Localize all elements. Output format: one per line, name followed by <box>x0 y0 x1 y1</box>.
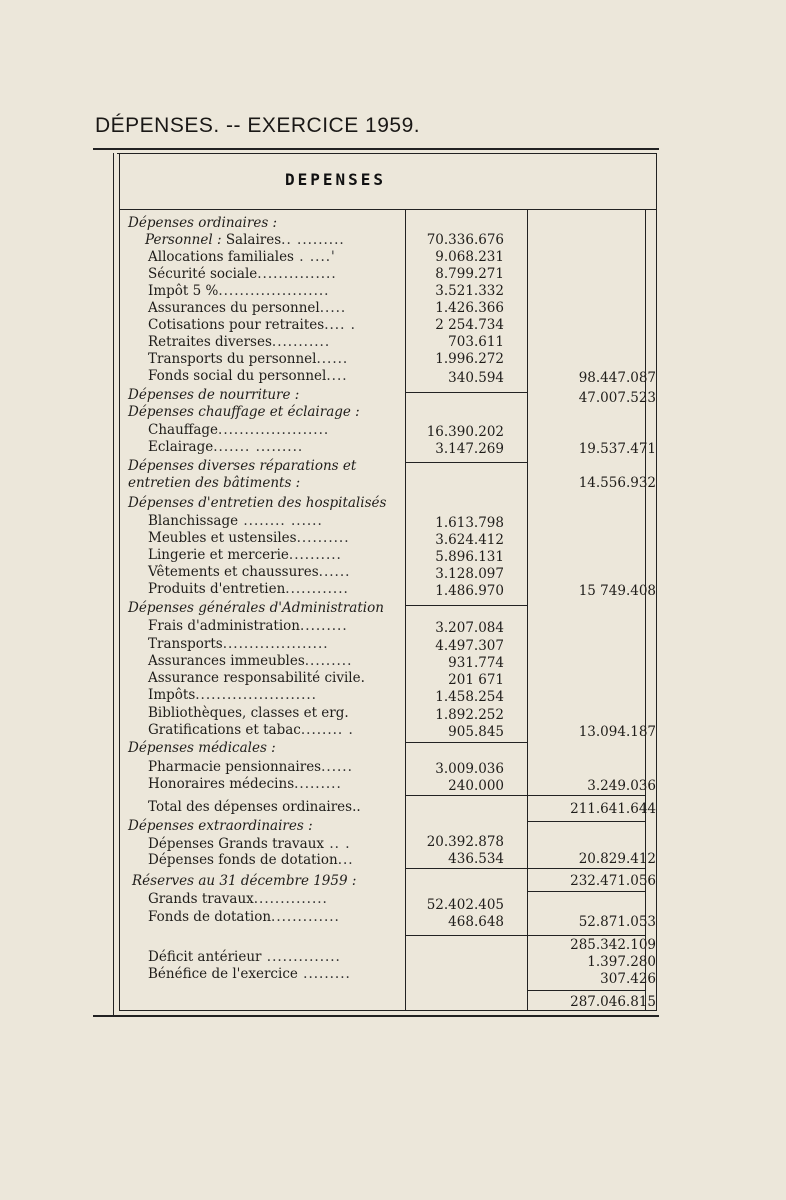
value-grands-travaux-dep: 20.392.878 <box>426 834 504 850</box>
total-nourriture: 47.007.523 <box>578 390 656 406</box>
personnel-prefix: Personnel : <box>145 232 222 248</box>
label-impot5: Impôt 5 %..................... <box>148 283 330 299</box>
rule-after-personnel <box>405 392 527 393</box>
value-securite: 8.799.271 <box>435 266 504 282</box>
label-total-ordinaires: Total des dépenses ordinaires.. <box>148 799 361 815</box>
value-eclairage: 3.147.269 <box>435 441 504 457</box>
rule-after-eclairage <box>405 462 527 463</box>
label-assurances-immeubles: Assurances immeubles......... <box>148 653 353 669</box>
value-produits: 1.486.970 <box>435 583 504 599</box>
label-lingerie: Lingerie et mercerie.......... <box>148 547 342 563</box>
rule-after-produits <box>405 605 527 606</box>
label-frais-admin: Frais d'administration......... <box>148 618 348 634</box>
section-reserves: Réserves au 31 décembre 1959 : <box>132 873 357 889</box>
label-grands-travaux-res: Grands travaux.............. <box>148 891 328 907</box>
total-ordinaires: 211.641.644 <box>570 801 656 817</box>
label-honoraires: Honoraires médecins......... <box>148 776 342 792</box>
value-blanchissage: 1.613.798 <box>435 515 504 531</box>
label-fonds-dotation-dep: Dépenses fonds de dotation... <box>148 852 354 868</box>
value-bibliotheques: 1.892.252 <box>435 707 504 723</box>
value-salaires: 70.336.676 <box>426 232 504 248</box>
label-securite: Sécurité sociale............... <box>148 266 337 282</box>
section-reparations-2: entretien des bâtiments : <box>128 475 301 491</box>
frame-left-outer <box>113 153 114 1015</box>
value-lingerie: 5.896.131 <box>435 549 504 565</box>
column-divider-3 <box>645 210 646 1010</box>
total-personnel: 98.447.087 <box>578 370 656 386</box>
total-reparations: 14.556.932 <box>578 475 656 491</box>
rule-after-reserves <box>405 935 645 936</box>
total-medicales: 3.249.036 <box>587 778 656 794</box>
section-nourriture: Dépenses de nourriture : <box>128 387 300 403</box>
page-heading: DÉPENSES. -- EXERCICE 1959. <box>95 114 421 137</box>
label-grands-travaux-dep: Dépenses Grands travaux .. . <box>148 836 351 852</box>
label-fonds-dotation-res: Fonds de dotation............. <box>148 909 340 925</box>
value-frais-admin: 3.207.084 <box>435 620 504 636</box>
table-banner: DEPENSES <box>285 170 387 189</box>
value-transports: 4.497.307 <box>435 638 504 654</box>
value-honoraires: 240.000 <box>448 778 504 794</box>
frame-left-inner <box>119 153 120 1011</box>
section-hospitalises: Dépenses d'entretien des hospitalisés <box>128 495 387 511</box>
banner-rule <box>119 209 656 210</box>
value-meubles: 3.624.412 <box>435 532 504 548</box>
value-retraites: 703.611 <box>448 334 504 350</box>
label-assurance-rc: Assurance responsabilité civile. <box>148 670 365 686</box>
value-fonds-social: 340.594 <box>448 370 504 386</box>
total-extraordinaires: 20.829.412 <box>578 851 656 867</box>
label-chauffage: Chauffage..................... <box>148 422 330 438</box>
rule-before-grand-total <box>527 990 645 991</box>
rule-after-dotation-dep <box>405 868 645 869</box>
value-transports-personnel: 1.996.272 <box>435 351 504 367</box>
subtotal-2: 285.342.109 <box>570 937 656 953</box>
value-benefice: 307.426 <box>600 971 656 987</box>
value-grands-travaux-res: 52.402.405 <box>426 897 504 913</box>
label-produits: Produits d'entretien............ <box>148 581 349 597</box>
total-hospitalises: 15 749.408 <box>578 583 656 599</box>
value-pharmacie: 3.009.036 <box>435 761 504 777</box>
rule-after-honoraires <box>405 795 645 796</box>
total-administration: 13.094.187 <box>578 724 656 740</box>
label-transports: Transports.................... <box>148 636 329 652</box>
label-eclairage: Eclairage....... ......... <box>148 439 304 455</box>
value-vetements: 3.128.097 <box>435 566 504 582</box>
column-divider-2 <box>527 210 528 1010</box>
total-reserves: 52.871.053 <box>578 914 656 930</box>
value-gratifications: 905.845 <box>448 724 504 740</box>
top-rule-thick <box>93 148 659 150</box>
label-retraites: Retraites diverses........... <box>148 334 331 350</box>
label-meubles: Meubles et ustensiles.......... <box>148 530 350 546</box>
value-assurances-personnel: 1.426.366 <box>435 300 504 316</box>
label-bibliotheques: Bibliothèques, classes et erg. <box>148 705 349 721</box>
label-cotisations: Cotisations pour retraites.... . <box>148 317 356 333</box>
value-allocations: 9.068.231 <box>435 249 504 265</box>
section-chauffage: Dépenses chauffage et éclairage : <box>128 404 360 420</box>
rule-after-subtotal1 <box>527 891 645 892</box>
section-extraordinaires: Dépenses extraordinaires : <box>128 818 313 834</box>
grand-total: 287.046.815 <box>570 994 656 1010</box>
subtotal-1: 232.471.056 <box>570 873 656 889</box>
rule-after-gratifications <box>405 742 527 743</box>
section-medicales: Dépenses médicales : <box>128 740 276 756</box>
value-deficit: 1.397.280 <box>587 954 656 970</box>
top-rule-thin <box>117 153 657 154</box>
value-fonds-dotation-dep: 436.534 <box>448 851 504 867</box>
label-blanchissage: Blanchissage ........ ...... <box>148 513 323 529</box>
label-impots: Impôts....................... <box>148 687 317 703</box>
total-chauffage: 19.537.471 <box>578 441 656 457</box>
label-benefice: Bénéfice de l'exercice ......... <box>148 966 351 982</box>
section-ordinaires: Dépenses ordinaires : <box>128 215 278 231</box>
label-vetements: Vêtements et chaussures...... <box>148 564 351 580</box>
value-assurances-immeubles: 931.774 <box>448 655 504 671</box>
label-gratifications: Gratifications et tabac........ . <box>148 722 354 738</box>
value-fonds-dotation-res: 468.648 <box>448 914 504 930</box>
label-salaires: Salaires <box>225 232 282 248</box>
rule-after-total-ord <box>527 821 645 822</box>
bottom-rule-thick <box>93 1015 659 1017</box>
value-assurance-rc: 201 671 <box>448 672 504 688</box>
section-administration: Dépenses générales d'Administration <box>128 600 384 616</box>
value-impot5: 3.521.332 <box>435 283 504 299</box>
label-pharmacie: Pharmacie pensionnaires...... <box>148 759 353 775</box>
value-chauffage: 16.390.202 <box>426 424 504 440</box>
value-impots: 1.458.254 <box>435 689 504 705</box>
label-deficit: Déficit antérieur .............. <box>148 949 341 965</box>
section-reparations-1: Dépenses diverses réparations et <box>128 458 357 474</box>
label-transports-personnel: Transports du personnel...... <box>148 351 349 367</box>
label-allocations: Allocations familiales . ....' <box>148 249 336 265</box>
column-divider-1 <box>405 210 406 1010</box>
label-fonds-social: Fonds social du personnel.... <box>148 368 348 384</box>
label-assurances-personnel: Assurances du personnel..... <box>148 300 347 316</box>
line-salaires: Personnel : Salaires.. ......... <box>145 232 345 248</box>
frame-right <box>656 153 657 1011</box>
value-cotisations: 2 254.734 <box>435 317 504 333</box>
